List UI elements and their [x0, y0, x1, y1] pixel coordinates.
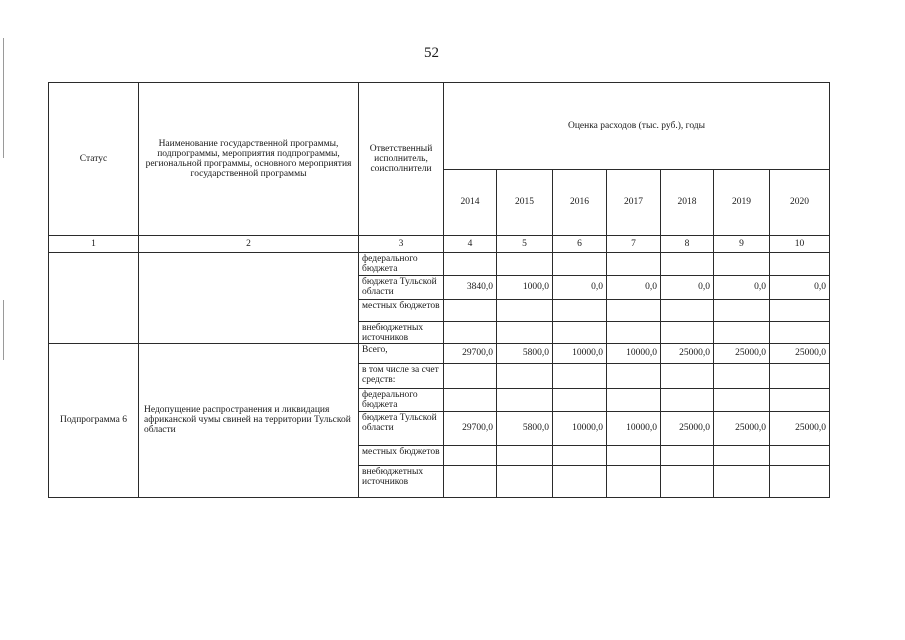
funding-source-label: местных бюджетов	[359, 299, 444, 321]
value-cell: 25000,0	[714, 411, 770, 445]
page-number: 52	[424, 45, 439, 61]
value-cell	[497, 445, 553, 465]
value-cell	[497, 321, 553, 344]
year-cell: 2018	[661, 170, 714, 236]
column-number: 4	[444, 236, 497, 253]
year-cell: 2014	[444, 170, 497, 236]
value-cell	[770, 389, 830, 412]
funding-source-label: федерального бюджета	[359, 253, 444, 276]
column-numbers-row	[49, 236, 830, 253]
block2-rows	[49, 344, 830, 498]
value-cell	[607, 445, 661, 465]
funding-source-label: федерального бюджета	[359, 389, 444, 412]
value-cell: 10000,0	[553, 344, 607, 364]
value-cell	[607, 321, 661, 344]
value-cell: 1000,0	[497, 275, 553, 299]
budget-table	[48, 82, 830, 498]
value-cell: 0,0	[607, 275, 661, 299]
column-number: 9	[714, 236, 770, 253]
value-cell: 25000,0	[661, 344, 714, 364]
value-cell	[497, 299, 553, 321]
value-cell	[770, 364, 830, 389]
column-number: 6	[553, 236, 607, 253]
value-cell	[770, 445, 830, 465]
year-cell: 2017	[607, 170, 661, 236]
value-cell: 25000,0	[661, 411, 714, 445]
value-cell	[714, 445, 770, 465]
value-cell	[661, 299, 714, 321]
value-cell	[444, 299, 497, 321]
funding-source-label: бюджета Тульской области	[359, 275, 444, 299]
subprogram-name: Недопущение распространения и ликвидация африканской чумы свиней на территории Тульской области	[139, 344, 359, 498]
column-number: 2	[139, 236, 359, 253]
value-cell: 10000,0	[607, 344, 661, 364]
table-row	[49, 344, 830, 364]
value-cell	[607, 465, 661, 497]
column-number: 10	[770, 236, 830, 253]
value-cell	[770, 321, 830, 344]
value-cell	[444, 389, 497, 412]
value-cell	[770, 299, 830, 321]
year-cell: 2020	[770, 170, 830, 236]
value-cell	[607, 364, 661, 389]
value-cell: 0,0	[714, 275, 770, 299]
value-cell	[770, 253, 830, 276]
year-cell: 2016	[553, 170, 607, 236]
value-cell	[444, 364, 497, 389]
funding-source-label: местных бюджетов	[359, 445, 444, 465]
column-number: 1	[49, 236, 139, 253]
status-cell	[49, 253, 139, 344]
funding-source-label: бюджета Тульской области	[359, 411, 444, 445]
column-number: 3	[359, 236, 444, 253]
value-cell	[714, 321, 770, 344]
value-cell: 10000,0	[553, 411, 607, 445]
value-cell	[661, 321, 714, 344]
name-cell	[139, 253, 359, 344]
value-cell: 0,0	[770, 275, 830, 299]
value-cell	[553, 321, 607, 344]
value-cell: 0,0	[553, 275, 607, 299]
value-cell	[714, 389, 770, 412]
value-cell	[661, 364, 714, 389]
column-number: 7	[607, 236, 661, 253]
header-status: Статус	[49, 83, 139, 236]
funding-source-label: Всего,	[359, 344, 444, 364]
value-cell: 3840,0	[444, 275, 497, 299]
value-cell	[497, 253, 553, 276]
subprogram-status: Подпрограмма 6	[49, 344, 139, 498]
header-executor: Ответственный исполнитель, соисполнители	[359, 83, 444, 236]
header-costs: Оценка расходов (тыс. руб.), годы	[444, 83, 830, 170]
value-cell	[553, 445, 607, 465]
value-cell: 5800,0	[497, 411, 553, 445]
value-cell	[553, 389, 607, 412]
scan-edge-mark	[3, 300, 4, 360]
value-cell	[607, 389, 661, 412]
value-cell	[497, 465, 553, 497]
value-cell: 0,0	[661, 275, 714, 299]
block1-rows	[49, 253, 830, 344]
value-cell: 10000,0	[607, 411, 661, 445]
value-cell	[497, 364, 553, 389]
table-row	[49, 253, 830, 276]
value-cell	[444, 445, 497, 465]
value-cell	[444, 465, 497, 497]
funding-source-label: в том числе за счет средств:	[359, 364, 444, 389]
year-cell: 2019	[714, 170, 770, 236]
column-number: 8	[661, 236, 714, 253]
column-number: 5	[497, 236, 553, 253]
value-cell	[661, 253, 714, 276]
funding-source-label: внебюджетных источников	[359, 465, 444, 497]
value-cell	[714, 253, 770, 276]
value-cell: 29700,0	[444, 344, 497, 364]
value-cell	[661, 445, 714, 465]
value-cell	[444, 321, 497, 344]
value-cell	[714, 364, 770, 389]
value-cell	[770, 465, 830, 497]
value-cell	[553, 465, 607, 497]
value-cell: 25000,0	[770, 344, 830, 364]
scan-edge-mark	[3, 38, 4, 158]
value-cell	[714, 465, 770, 497]
value-cell: 5800,0	[497, 344, 553, 364]
value-cell	[553, 253, 607, 276]
funding-source-label: внебюджетных источников	[359, 321, 444, 344]
value-cell: 29700,0	[444, 411, 497, 445]
value-cell: 25000,0	[714, 344, 770, 364]
header-name: Наименование государственной программы, подпрограммы, мероприятия подпрограммы, региональной программы, основного мероприятия государственной программы	[139, 83, 359, 236]
value-cell	[607, 299, 661, 321]
value-cell	[661, 389, 714, 412]
year-cell: 2015	[497, 170, 553, 236]
value-cell	[553, 299, 607, 321]
value-cell	[607, 253, 661, 276]
value-cell	[497, 389, 553, 412]
value-cell	[661, 465, 714, 497]
value-cell	[444, 253, 497, 276]
value-cell: 25000,0	[770, 411, 830, 445]
value-cell	[553, 364, 607, 389]
value-cell	[714, 299, 770, 321]
